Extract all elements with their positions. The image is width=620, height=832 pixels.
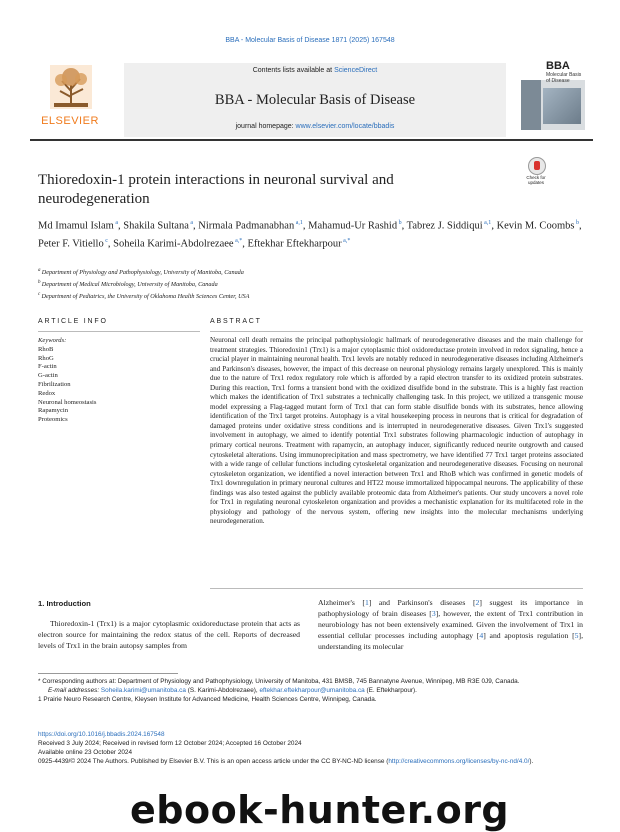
journal-header: [30, 60, 593, 141]
license-statement: [38, 758, 583, 767]
cover-subtitle: Molecular Basis of Disease: [546, 72, 582, 84]
doi-link[interactable]: https://doi.org/10.1016/j.bbadis.2024.167548: [38, 731, 165, 738]
check-updates-label: Check for updates: [526, 175, 546, 185]
keyword-item: Neuronal homeostasis: [38, 398, 97, 406]
email-label: E-mail addresses:: [48, 686, 101, 694]
abstract-divider: [210, 331, 583, 332]
journal-cover-image[interactable]: [521, 58, 585, 130]
elsevier-wordmark: ELSEVIER: [41, 115, 99, 127]
introduction-heading: 1. Introduction: [38, 599, 91, 608]
author-affiliation-marker[interactable]: b: [574, 220, 579, 226]
affiliation-item: $^b$ Department of Medical Microbiology, University of Manitoba, Canada: [38, 280, 218, 289]
author-affiliation-marker[interactable]: c: [103, 237, 108, 244]
sciencedirect-link[interactable]: ScienceDirect: [334, 67, 378, 74]
citation-link[interactable]: 5: [574, 631, 579, 640]
footnotes: [38, 678, 583, 705]
email1-owner: (S. Karimi-Abdolrezaee),: [185, 686, 260, 694]
available-online: Available online 23 October 2024: [38, 748, 133, 756]
author-name[interactable]: Tabrez J. Siddiqui: [406, 220, 483, 232]
author-name[interactable]: Soheila Karimi-Abdolrezaee: [113, 238, 234, 249]
affiliation-item: $^c$ Department of Pediatrics, the University of Oklahoma Health Sciences Center, USA: [38, 292, 250, 301]
author-affiliation-marker[interactable]: a,*: [233, 237, 243, 244]
author-name[interactable]: Nirmala Padmanabhan: [198, 220, 295, 232]
received-dates: Received 3 July 2024; Received in revised form 12 October 2024; Accepted 16 October 2024: [38, 739, 302, 747]
contents-availability: [124, 67, 506, 74]
keyword-item: Redox: [38, 389, 56, 397]
keyword-item: RhoG: [38, 354, 54, 362]
cover-abbrev: BBA: [546, 60, 570, 72]
article-title: Thioredoxin-1 protein interactions in neuronal survival and neurodegeneration: [38, 172, 394, 207]
keyword-item: RhoB: [38, 345, 54, 353]
keyword-item: Rapamycin: [38, 407, 69, 415]
author-affiliation-marker[interactable]: b: [397, 220, 402, 226]
keywords-block: [38, 337, 200, 425]
introduction-paragraph-col2: Alzheimer's [1] and Parkinson's diseases [2] suggest its importance in pathophysiology of brain diseases [3], however, the extent of Trx1 contribution in neurobiology has not been extensively examined. Given the involvement of Trx1 in essential cellular processes including autophagy [4] and apoptosis regulation [5], understanding its molecular: [318, 598, 583, 651]
author-name[interactable]: Kevin M. Coombs: [496, 220, 575, 232]
publication-info: [38, 731, 583, 767]
author-affiliation-marker[interactable]: a: [113, 220, 118, 226]
masthead: [124, 63, 506, 137]
article-info-heading: ARTICLE INFO: [38, 318, 108, 325]
keyword-item: Fibrilization: [38, 380, 71, 388]
author-name[interactable]: Eftekhar Eftekharpour: [247, 238, 342, 249]
citation-link[interactable]: 4: [479, 631, 484, 640]
email-link-eftekharpour[interactable]: eftekhar.eftekharpour@umanitoba.ca: [259, 686, 365, 694]
license-link[interactable]: http://creativecommons.org/licenses/by-nc-nd/4.0/: [388, 757, 530, 765]
citation-link[interactable]: 3: [431, 609, 436, 618]
citation-link[interactable]: 1: [364, 598, 369, 607]
journal-title: BBA - Molecular Basis of Disease: [214, 92, 416, 108]
keywords-label: Keywords:: [38, 337, 67, 344]
corresponding-author-note: * Corresponding authors at: Department of Physiology and Pathophysiology, University of Manitoba, 431 BMSB, 745 Bannatyne Avenue, Winnipeg, MB R3E 0J9, Canada.: [38, 678, 520, 685]
keyword-item: F-actin: [38, 363, 57, 371]
article-info-divider: [38, 331, 200, 332]
author-name[interactable]: Md Imamul Islam: [38, 220, 114, 232]
contents-prefix: Contents lists available at: [252, 67, 335, 74]
author-affiliation-marker[interactable]: a: [188, 220, 194, 226]
author-name[interactable]: Shakila Sultana: [123, 220, 189, 232]
check-for-updates-button[interactable]: [521, 157, 551, 187]
elsevier-logo[interactable]: [38, 63, 102, 131]
author-affiliation-marker[interactable]: a,1: [294, 220, 303, 226]
abstract-end-divider: [210, 588, 583, 589]
check-updates-icon: [528, 157, 546, 175]
author-name[interactable]: Peter F. Vitiello: [38, 238, 104, 249]
abstract-heading: ABSTRACT: [210, 318, 262, 325]
elsevier-tree-icon: [50, 65, 92, 109]
abstract-text: Neuronal cell death remains the principal pathophysiologic hallmark of neurodegenerative diseases and the main challenge for treatment strategies. Thioredoxin1 (Trx1) is a major cytoplasmic thiol oxidoreductase protein involved in redox signaling, hence a crucial player in maintaining neuronal health. Trx1 levels are notably reduced in neurodegenerative diseases including Alzheimer's and Parkinson's diseases, however, the impact of this decrease on neuronal physiology remains largely unexplored. This is mainly due to the nature of Trx1 redox regulatory role which is afforded by a rapid electron transfer to its oxidized protein substrates. During this reaction, Trx1 forms a transient bond with the oxidized disulfide bond in the substrate. This is a highly fast reaction which makes the identification of Trx1 substrates a technically challenging task. In this project, we utilized a transgenic mouse model expressing a Flag-tagged mutant form of Trx1 that can form stable disulfide bonds with its substrates, hence allowing identification of the Trx1 target proteins. Autophagy is a vital housekeeping process in neurons that is critical for degradation of damaged proteins under oxidative stress conditions and is interrupted in neurodegenerative diseases. Given Trx1's suggested involvement in autophagy, we aimed to identify potential Trx1 substrates following pharmacologic induction of autophagy in primary cortical neurons. Treatment with rapamycin, an autophagy inducer, significantly reduced neurite outgrowth and caused cytoskeletal alterations. Using immunoprecipitation and mass spectrometry, we have identified 77 Trx1 target proteins associated with a wide range of cellular functions including cytoskeletal organization and neurodegenerative diseases. Focusing on neuronal cytoskeleton organization, we identified a novel interaction between Trx1 and RhoB which was confirmed in genetic models of Trx1 downregulation in primary neuronal cultures and HT22 mouse immortalized hippocampal neurons. The applicability of these findings was also tested against the publicly available proteomic data from Alzheimer's patients. Our study uncovers a novel role for Trx1 in regulating neuronal cytoskeleton organization and provides a mechanistic explanation for its multifaceted role in the physiology and pathology of the nervous system, offering new insights into the molecular mechanisms underlying neurodegeneration.: [210, 336, 583, 526]
license-prefix: 0925-4439/© 2024 The Authors. Published by Elsevier B.V. This is an open access article under the CC BY-NC-ND license (: [38, 757, 389, 765]
journal-citation-link[interactable]: BBA - Molecular Basis of Disease 1871 (2025) 167548: [225, 37, 395, 44]
citation-link[interactable]: 2: [475, 598, 480, 607]
homepage-prefix: journal homepage:: [235, 123, 296, 130]
watermark: ebook-hunter.org: [130, 788, 510, 832]
affiliation-item: $^a$ Department of Physiology and Pathophysiology, University of Manitoba, Canada: [38, 268, 244, 277]
license-suffix: ).: [529, 757, 534, 765]
introduction-paragraph-col1: Thioredoxin-1 (Trx1) is a major cytoplasmic oxidoreductase protein that acts as electron source for maintaining the redox status of the cell. Reports of decreased levels of Trx1 in the brain autopsy samples from: [38, 619, 300, 650]
email2-owner: (E. Eftekharpour).: [364, 686, 417, 694]
email-addresses: [38, 687, 583, 696]
author-list: Md Imamul Islam $^a$, Shakila Sultana $^a$, Nirmala Padmanabhan $^{a,1}$, Mahamud-Ur Rashid $^b$, Tabrez J. Siddiqui $^{a,1}$, Kevin M. Coombs $^b$, Peter F. Vitiello $^c$, Soheila Karimi-Abdolrezaee $^{a,*}$, Eftekhar Eftekharpour $^{a,*}$: [38, 220, 582, 249]
author-affiliation-marker[interactable]: a,*: [341, 237, 351, 244]
email-link-karimi[interactable]: Soheila.karimi@umanitoba.ca: [100, 686, 186, 694]
keyword-item: Proteomics: [38, 416, 68, 424]
author-affiliation-marker[interactable]: a,1: [482, 220, 492, 226]
affiliations: [38, 266, 583, 302]
footnote-divider: [38, 673, 178, 674]
keyword-item: G-actin: [38, 372, 58, 380]
journal-homepage: [124, 123, 506, 130]
journal-homepage-link[interactable]: www.elsevier.com/locate/bbadis: [295, 123, 395, 130]
keywords-list: [38, 346, 200, 425]
author-name[interactable]: Mahamud-Ur Rashid: [308, 220, 398, 232]
affiliation-note-1: 1 Prairie Neuro Research Centre, Kleysen Institute for Advanced Medicine, Health Sciences Centre, Winnipeg, Canada.: [38, 695, 377, 703]
